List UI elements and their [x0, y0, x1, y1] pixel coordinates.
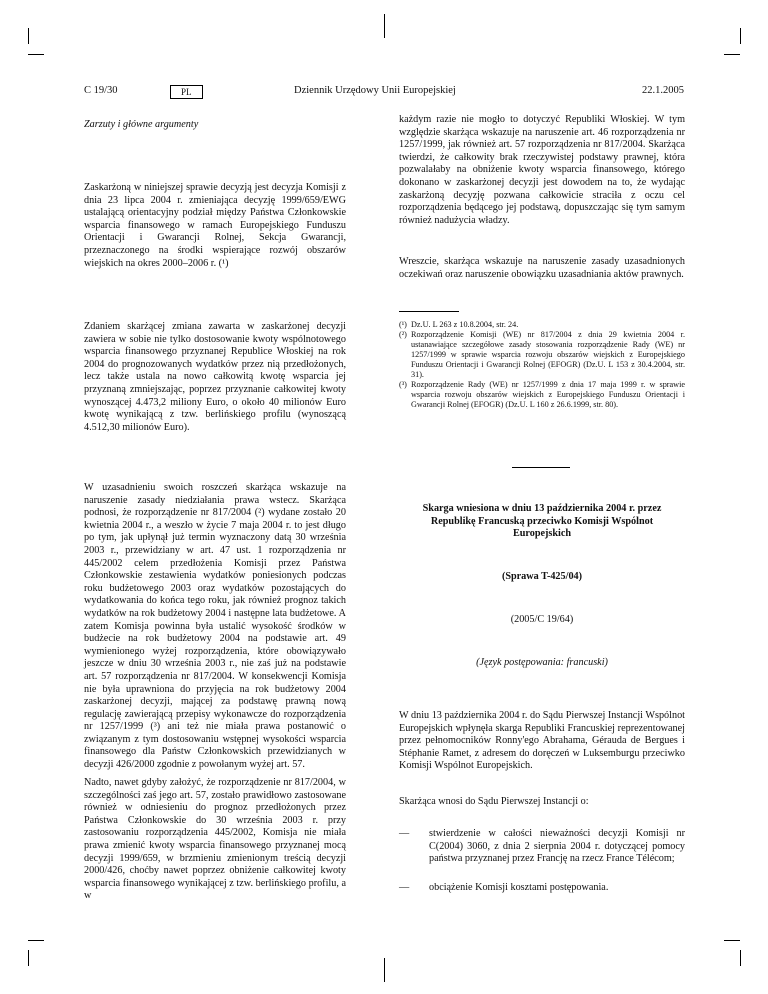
footnote: [399, 320, 685, 330]
footnote-text: Dz.U. L 263 z 10.8.2004, str. 24.: [411, 320, 519, 329]
list-item-text: obciążenie Komisji kosztami postępowania.: [429, 881, 609, 893]
crop-mark: [28, 28, 29, 44]
paragraph: Zaskarżoną w niniejszej sprawie decyzją jest decyzja Komisji z dnia 23 lipca 2004 r. zmieniająca decyzję 1999/659/EWG ustalającą orientacyjny podział między Państwa Członkowskie wsparcia finansowego w ramach Europejskiego Funduszu Orientacji i Gwarancji Rolnej, Sekcja Gwarancji, przeznaczonego na środki wspierające rozwój obszarów wiejskich na okres 2000–2006 r. (¹): [84, 182, 346, 269]
language-box: PL: [170, 85, 203, 99]
paragraph: W dniu 13 października 2004 r. do Sądu Pierwszej Instancji Wspólnot Europejskich wpłynęła skarga Republiki Francuskiej reprezentowanej przez pełnomocników Ronny'ego Abrahama, Gérauda de Bergues i Stéphanie Ramet, z adresem do doręczeń w Luksemburgu przeciwko Komisji Wspólnot Europejskich.: [399, 710, 685, 772]
dash-marker: —: [399, 881, 410, 893]
paragraph: W uzasadnieniu swoich roszczeń skarżąca wskazuje na naruszenie zasady niedziałania prawa wstecz. Skarżąca podnosi, że rozporządzenie nr 817/2004 (²) wydane zostało 20 kwietnia 2004 r., a weszło w życie 7 maja 2004 r. to jest długo po tym, jak upłynął już termin wyznaczony datą 30 września 2003 r., przewidziany w art. 47 ust. 1 rozporządzenia nr 445/2002 celem przedłożenia Komisji przez Państwa Członkowskie zestawienia wydatków poniesionych podczas roku budżetowego 2003 oraz wydatków pozostających do wydatkowania do końca tego roku, jak również prognoz takich wydatków na rok budżetowy 2004 i następne lata budżetowe. A zatem Komisja powinna była ustalić wysokość środków w budżecie na rok budżetowy 2004 na podstawie art. 49 wymienionego wyżej rozporządzenia, które obowiązywało jeszcze w dniu 30 września 2003 r., nie zaś już na podstawie art. 57 rozporządzenia nr 817/2004. W konsekwencji Komisja nie była uprawniona do przyjęcia na rok budżetowy 2004 zaskarżonej decyzji, mającej za podstawę prawną nową regulację zawierającą przepisy wykonawcze do rozporządzenia nr 1257/1999 (³) ani też nie miała prawa postanowić o związanym z tym dostosowaniu wstępnej wysokości wsparcia finansowego dla Państw Członkowskich przewidzianych w decyzji 426/2000 zgodnie z powołanym wyżej art. 57.: [84, 482, 346, 771]
page-header: [84, 85, 684, 101]
crop-mark: [384, 14, 385, 38]
footnote-rule: [399, 311, 459, 312]
footnotes: [399, 320, 685, 410]
section-heading: Zarzuty i główne argumenty: [84, 119, 199, 130]
crop-mark: [740, 950, 741, 966]
crop-mark: [28, 54, 44, 55]
list-item: [399, 882, 685, 895]
oj-number: (2005/C 19/64): [510, 614, 574, 625]
crop-mark: [724, 940, 740, 941]
crop-mark: [28, 950, 29, 966]
footnote-text: Rozporządzenie Rady (WE) nr 1257/1999 z dnia 17 maja 1999 r. w sprawie wsparcia rozwoju obszarów wiejskich z Europejskiego Funduszu Orientacji i Gwarancji Rolnej (EFOGR) (Dz.U. L 160 z 26.6.1999, str. 80).: [411, 380, 685, 409]
footnote: [399, 380, 685, 410]
crop-mark: [740, 28, 741, 44]
journal-title: Dziennik Urzędowy Unii Europejskiej: [294, 85, 456, 96]
list-item-text: stwierdzenie w całości nieważności decyzji Komisji nr C(2004) 3060, z dnia 2 sierpnia 2004 r. dotyczącej pomocy państwa przyznanej przez Francję na rzecz France Télécom;: [429, 828, 685, 865]
crop-mark: [384, 958, 385, 982]
section-separator: [512, 467, 570, 468]
footnote-mark: (³): [399, 380, 407, 389]
procedure-language: (Język postępowania: francuski): [476, 657, 608, 668]
crop-mark: [28, 940, 44, 941]
case-number: (Sprawa T-425/04): [501, 571, 583, 582]
page-reference: C 19/30: [84, 85, 118, 96]
list-item: [399, 828, 685, 866]
footnote-mark: (²): [399, 330, 407, 339]
claims-list: [399, 828, 685, 894]
crop-mark: [724, 54, 740, 55]
dash-marker: —: [399, 828, 410, 839]
paragraph: Nadto, nawet gdyby założyć, że rozporządzenie nr 817/2004, w szczególności zaś jego art. 57, zostało prawidłowo zastosowane również w odniesieniu do prognoz przedłożonych przez Państwa Członkowskie do 30 września 2003 r. przy zastosowaniu rozporządzenia 445/2002, Komisja nie miała prawa zmienić kwoty wsparcia finansowego przyznanej mocą decyzji 1999/659, w brzmieniu zmienionym treścią decyzji 2000/426, choćby nawet poprzez obniżenie całkowitej kwoty wsparcia finansowego wynikającej z tzw. berlińskiego profilu, a w: [84, 777, 346, 902]
issue-date: 22.1.2005: [642, 85, 684, 96]
paragraph: Wreszcie, skarżąca wskazuje na naruszenie zasady uzasadnionych oczekiwań oraz naruszenie obowiązku uzasadniania aktów prawnych.: [399, 256, 685, 280]
paragraph: Zdaniem skarżącej zmiana zawarta w zaskarżonej decyzji zawiera w sobie nie tylko dostosowanie kwoty wspólnotowego wsparcia finansowego przyznanej Republice Włoskiej na rok 2004 do prognozowanych wydatków przez nią przedłożonych, lecz także ustala na nowo całkowitą kwotę wsparcia jej przyznaną zmniejszając, poprzez przyznanie całkowitej kwoty wynoszącej 4.473,2 miliony Euro, o około 40 milionów Euro kwotę wynikającą z tzw. berlińskiego profilu (wynoszącą 4.512,30 milionów Euro).: [84, 321, 346, 433]
paragraph: każdym razie nie mogło to dotyczyć Republiki Włoskiej. W tym względzie skarżąca wskazuje na naruszenie art. 46 rozporządzenia nr 1257/1999, jak również art. 57 rozporządzenia nr 817/2004. Skarżąca twierdzi, że całkowity brak rzeczywistej podstawy prawnej, która pozwalałaby na obniżenie kwoty wsparcia finansowego, którego dokonano w zaskarżonej decyzji jest dowodem na to, że wydając zaskarżoną decyzję pozwana całkowicie straciła z oczu cel rozporządzenia będącego jej podstawą, dopuszczając się tym samym również nadużycia władzy.: [399, 114, 685, 226]
footnote: [399, 330, 685, 380]
footnote-mark: (¹): [399, 320, 407, 329]
case-title: Skarga wniesiona w dniu 13 października 2004 r. przez Republikę Francuską przeciwko Komisji Wspólnot Europejskich: [422, 503, 662, 540]
paragraph: Skarżąca wnosi do Sądu Pierwszej Instancji o:: [399, 796, 589, 807]
footnote-text: Rozporządzenie Komisji (WE) nr 817/2004 z dnia 29 kwietnia 2004 r. ustanawiające szczegółowe zasady stosowania rozporządzenie Rady (WE) nr 1257/1999 w sprawie wsparcia rozwoju obszarów wiejskich z Europejskiego Funduszu Orientacji i Gwarancji Rolnej (EFOGR) (Dz.U. L 153 z 30.4.2004, str. 31).: [411, 330, 685, 379]
